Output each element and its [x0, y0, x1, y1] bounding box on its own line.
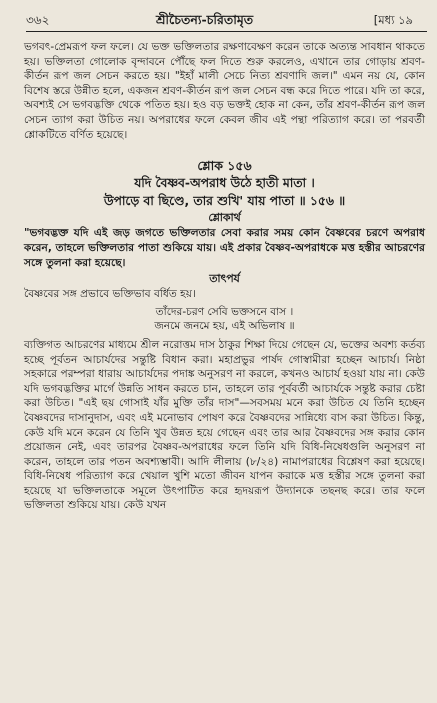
intro-paragraph: ভগবৎ-প্রেমরূপ ফল ফলে। যে ভক্ত ভক্তিলতার রক্ষণাবেক্ষণ করেন তাকে অত্যন্ত সাবধান থাকতে হয়। ভক্তিলতা গোলোক বৃন্দাবনে পৌঁছে ফল দিতে শুরু করলেও, এখানে তার গোড়ায় শ্রবণ-কীর্তন রূপ জল সেচন করতে হয়। "ইহাঁ মালী সেচে নিত্য শ্রবণাদি জল।" এমন নয় যে, কোন বিশেষ স্তরে উন্নীত হলে, একজন শ্রবণ-কীর্তন রূপ জল সেচন বন্ধ করে দিতে পারে। যদি তা করে, অবশ্যই সে ভগবদ্ভক্তি থেকে পতিত হয়। হও বড় ভক্তই হোক না কেন, তাঁর শ্রবণ-কীর্তন রূপ জল সেচন ত্যাগ করা উচিত নয়। অপরাধের ফলে কেবল জীব এই পন্থা পরিত্যাগ করে। তা পরবর্তী শ্লোকটিতে বর্ণিত হয়েছে।	[24, 41, 425, 141]
translation-text: "ভগবদ্ভক্ত যদি এই জড় জগতে ভক্তিলতার সেবা করার সময় কোন বৈষ্ণবের চরণে অপরাধ করেন, তাহলে ভক্তিলতার পাতা শুকিয়ে যায়। এই প্রকার বৈষ্ণব-অপরাধকে মত্ত হস্তীর আচরণের সঙ্গে তুলনা করা হয়েছে।	[24, 227, 425, 270]
purport-paragraph: ব্যক্তিগত আচরণের মাধ্যমে শ্রীল নরোত্তম দাস ঠাকুর শিক্ষা দিয়ে গেছেন যে, ভক্তের অবশ্য কর্তব্য হচ্ছে পূর্বতন আচার্যদের সন্তুষ্টি বিধান করা। মহাপ্রভুর পার্ষদ গোস্বামীরা হচ্ছেন আচার্য। নিষ্ঠা সহকারে পরম্পরা ধারায় আচার্যদের পদাঙ্ক অনুসরণ না করলে, কখনও আচার্য হওয়া যায় না। কেউ যদি ভগবদ্ভক্তির মার্গে উন্নতি সাধন করতে চান, তাহলে তার পূর্ববর্তী আচার্যকে সন্তুষ্ট করার চেষ্টা করা উচিত। "এই ছয় গোসাই যাঁর মুক্তি তাঁর দাস"—সবসময় মনে করা উচিত যে তিনি হচ্ছেন বৈষ্ণবদের দাসানুদাস, এবং এই মনোভাব পোষণ করে বৈষ্ণবদের সান্নিধ্যে বাস করা উচিত। কিন্তু, কেউ যদি মনে করেন যে তিনি খুব উন্নত হয়ে গেছেন এবং তার আর বৈষ্ণবদের সঙ্গ করার কোন প্রয়োজন নেই, এবং তারপর বৈষ্ণব-অপরাধের ফলে তিনি যদি বিধি-নিষেধগুলি অনুসরণ না করেন, তাহলে তার পতন অবশ্যম্ভাবী। আদি লীলায় (৮/২৪) নামাপরাধের বিশ্লেষণ করা হয়েছে। বিধি-নিষেধ পরিত্যাগ করে খেয়াল খুশি মতো জীবন যাপন করাকে মত্ত হস্তীর সঙ্গে তুলনা করা হয়েছে যা ভক্তিলতাকে সমূলে উৎপাটিত করে হৃদয়রূপ উদ্যানকে তছনছ করে। তার ফলে ভক্তিলতা শুকিয়ে যায়। কেউ যখন	[24, 338, 425, 512]
purport-quote-line-2: জনমে জনমে হয়, এই অভিলাষ ॥	[154, 320, 295, 333]
header-rule	[26, 31, 427, 32]
translation-label: শ্লোকার্থ	[208, 211, 241, 225]
book-title: শ্রীচৈতন্য-চরিতামৃত	[156, 12, 254, 27]
purport-quote-line-1: তাঁদের-চরণ সেবি ভক্তসনে বাস ।	[155, 305, 294, 318]
page-number: ৩৬২	[26, 13, 50, 27]
page-header	[26, 6, 427, 30]
verse-line-2: উপাড়ে বা ছিণ্ডে, তার শুখি' যায় পাতা ॥ ১৫৬ ॥	[103, 194, 346, 209]
verse-label: শ্লোক ১৫৬	[197, 158, 252, 174]
section-marker: [মধ্য ১৯	[373, 13, 413, 27]
page-body	[24, 40, 425, 513]
purport-label: তাৎপর্য	[209, 272, 240, 286]
purport-intro: বৈষ্ণবের সঙ্গ প্রভাবে ভক্তিভাব বর্ধিত হয়।	[24, 288, 196, 301]
verse-line-1: যদি বৈষ্ণব-অপরাধ উঠে হাতী মাতা ।	[134, 176, 315, 191]
